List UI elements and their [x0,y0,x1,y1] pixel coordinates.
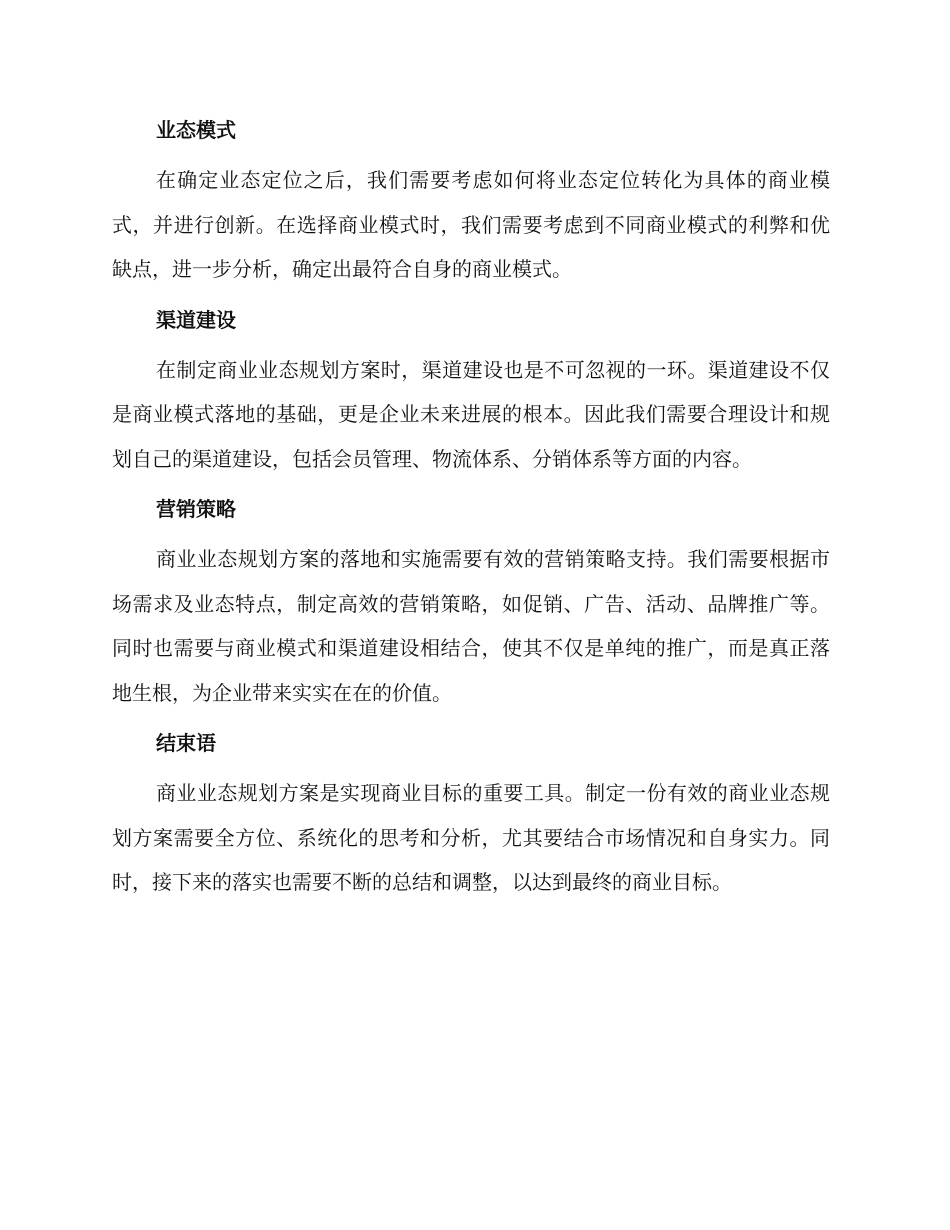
section-heading: 业态模式 [156,118,236,142]
section-heading: 结束语 [156,731,216,755]
section-business-model [112,108,830,292]
document-page [112,108,830,911]
section-heading: 营销策略 [156,497,236,521]
section-heading: 渠道建设 [156,307,236,332]
section-paragraph: 商业业态规划方案的落地和实施需要有效的营销策略支持。我们需要根据市场需求及业态特点，制定高效的营销策略，如促销、广告、活动、品牌推广等。同时也需要与商业模式和渠道建设相结合，使其不仅是单纯的推广，而是真正落地生根，为企业带来实实在在的价值。 [112,547,830,705]
section-marketing-strategy [112,487,830,715]
section-conclusion [112,721,830,905]
section-paragraph: 商业业态规划方案是实现商业目标的重要工具。制定一份有效的商业业态规划方案需要全方位、系统化的思考和分析，尤其要结合市场情况和自身实力。同时，接下来的落实也需要不断的总结和调整，以达到最终的商业目标。 [112,781,830,894]
section-channel-building [112,298,830,482]
section-paragraph: 在确定业态定位之后，我们需要考虑如何将业态定位转化为具体的商业模式，并进行创新。在选择商业模式时，我们需要考虑到不同商业模式的利弊和优缺点，进一步分析，确定出最符合自身的商业模式。 [112,168,830,281]
section-paragraph: 在制定商业业态规划方案时，渠道建设也是不可忽视的一环。渠道建设不仅是商业模式落地的基础，更是企业未来进展的根本。因此我们需要合理设计和规划自己的渠道建设，包括会员管理、物流体系、分销体系等方面的内容。 [112,357,830,471]
